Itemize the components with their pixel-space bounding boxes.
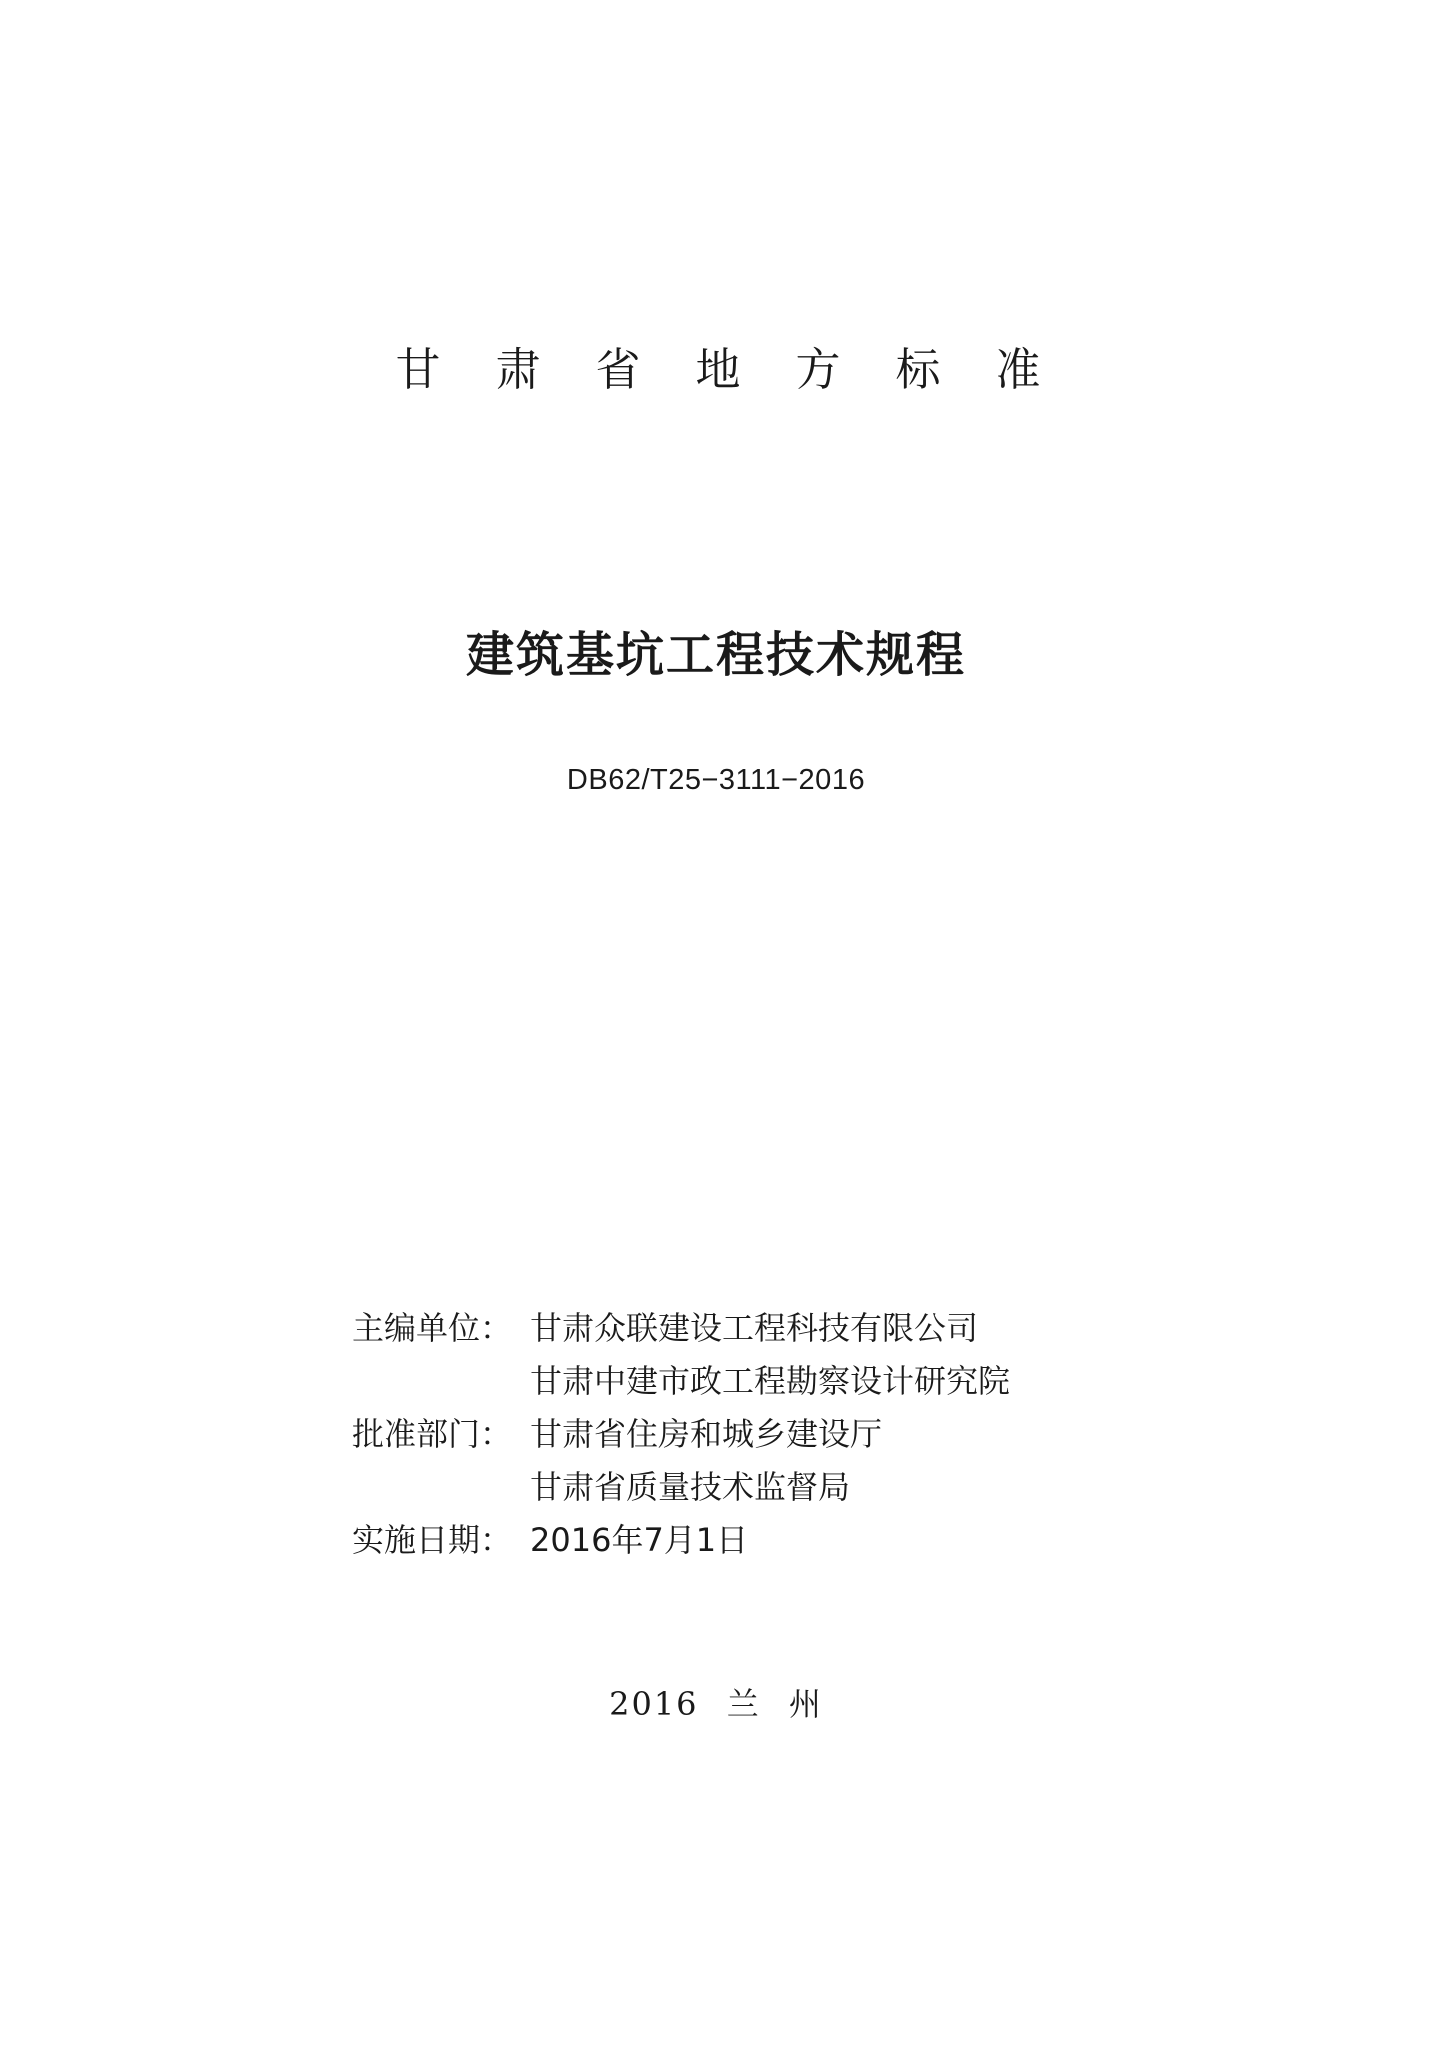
info-value: 2016年7月1日 [530, 1521, 749, 1559]
info-label [352, 1355, 530, 1408]
info-label [352, 1461, 530, 1514]
heading-char: 标 [895, 343, 941, 396]
info-value: 甘肃省质量技术监督局 [530, 1468, 851, 1506]
heading-char: 甘 [395, 343, 441, 396]
standard-category-heading [390, 340, 1050, 400]
info-row-effective-date [352, 1514, 1172, 1567]
publication-year-place: 2016 兰 州 [609, 1685, 823, 1723]
publication-info [352, 1302, 1172, 1567]
info-row-editor [352, 1302, 1172, 1355]
info-value: 甘肃众联建设工程科技有限公司 [530, 1309, 979, 1347]
info-value: 甘肃中建市政工程勘察设计研究院 [530, 1362, 1011, 1400]
info-row-approver [352, 1408, 1172, 1461]
info-row-editor-2 [352, 1355, 1172, 1408]
document-title: 建筑基坑工程技术规程 [465, 627, 966, 683]
heading-char: 肃 [495, 343, 541, 396]
heading-char: 省 [595, 343, 641, 396]
info-value: 甘肃省住房和城乡建设厅 [530, 1415, 883, 1453]
info-label: 主编单位： [352, 1309, 513, 1347]
info-row-approver-2 [352, 1461, 1172, 1514]
info-label: 批准部门： [352, 1415, 513, 1453]
heading-char: 地 [695, 343, 741, 396]
heading-char: 方 [795, 343, 841, 396]
info-label: 实施日期： [352, 1521, 513, 1559]
standard-code: DB62/T25−3111−2016 [566, 764, 866, 796]
heading-char: 准 [995, 343, 1041, 396]
